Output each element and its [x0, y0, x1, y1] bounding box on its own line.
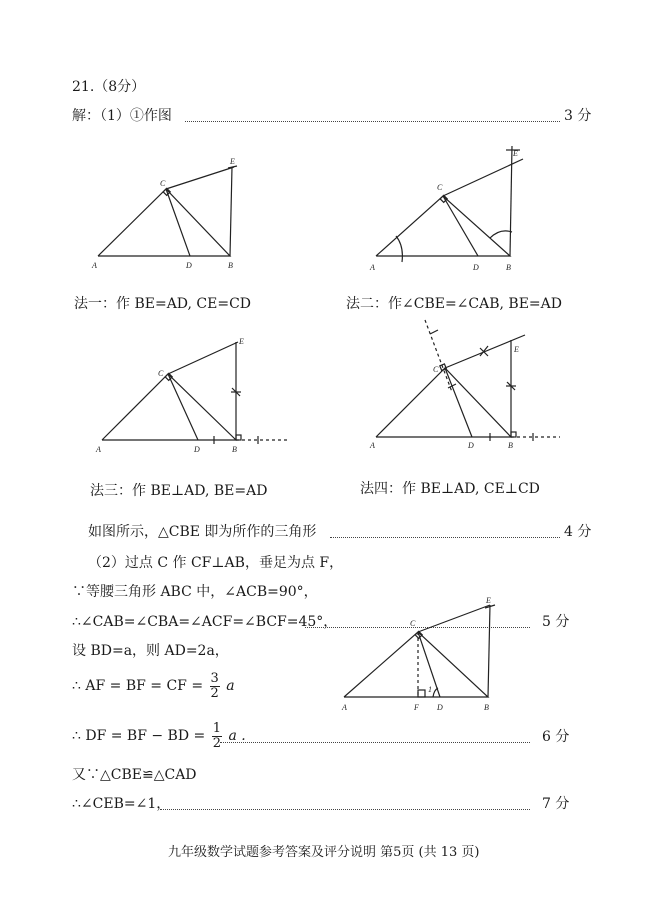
part1-intro: 解：（1）①作图	[72, 108, 172, 124]
score-7: 7 分	[542, 796, 570, 812]
arc-tick	[430, 330, 438, 334]
label-c: C	[160, 179, 166, 188]
segment-be	[488, 605, 490, 697]
label-a: A	[370, 263, 375, 272]
label-b: B	[506, 263, 511, 272]
line5-suffix: a	[226, 678, 235, 694]
frac-numerator: 1	[212, 720, 221, 736]
triangle-abc	[102, 374, 236, 440]
label-e: E	[230, 157, 235, 166]
label-angle-1: 1	[428, 685, 432, 694]
part2-line7: 又∵△CBE≌△CAD	[72, 767, 197, 783]
triangle-abc	[376, 196, 510, 256]
frac-numerator: 3	[210, 670, 219, 686]
label-d: D	[473, 263, 479, 272]
line6-prefix: ∴ DF = BF − BD =	[72, 728, 206, 744]
label-c: C	[437, 183, 443, 192]
method-3-caption: 法三：作 BE⊥AD, BE=AD	[90, 483, 268, 499]
figure-part-2	[341, 596, 495, 712]
perpendicular-dashed	[425, 320, 452, 392]
segment-cd	[443, 196, 478, 256]
right-angle-mark	[511, 432, 516, 437]
label-d: D	[437, 703, 443, 712]
method-2-caption: 法二：作∠CBE=∠CAB, BE=AD	[346, 296, 562, 312]
frac-denominator: 2	[212, 735, 221, 751]
label-e: E	[239, 337, 244, 346]
part2-line3: ∴∠CAB=∠CBA=∠ACF=∠BCF=45°，	[72, 614, 338, 630]
label-a: A	[92, 261, 97, 270]
label-d: D	[468, 441, 474, 450]
figure-method-3	[95, 337, 288, 454]
label-b: B	[484, 703, 489, 712]
score-6: 6 分	[542, 729, 570, 745]
part2-line4: 设 BD=a，则 AD=2a，	[72, 643, 229, 659]
angle-arc	[396, 236, 402, 262]
label-c: C	[410, 619, 416, 628]
segment-ce	[166, 167, 234, 189]
segment-ce	[168, 342, 238, 374]
right-angle-mark	[236, 435, 241, 440]
segment-cd	[168, 374, 198, 440]
angle-arc	[490, 231, 512, 238]
label-e: E	[486, 596, 491, 605]
label-a: A	[370, 441, 375, 450]
page-footer: 九年级数学试题参考答案及评分说明 第5页 (共 13 页)	[168, 845, 480, 860]
label-e: E	[513, 149, 518, 158]
label-c: C	[433, 365, 439, 374]
score-4: 4 分	[564, 524, 592, 540]
segment-cd	[166, 189, 190, 256]
figure-method-2	[369, 146, 523, 272]
frac-denominator: 2	[210, 685, 219, 701]
method-4-caption: 法四：作 BE⊥AD, CE⊥CD	[360, 481, 540, 497]
figure-method-1	[91, 157, 237, 270]
label-b: B	[508, 441, 513, 450]
line6-suffix: a .	[228, 728, 246, 744]
segment-be	[510, 146, 512, 256]
label-b: B	[228, 261, 233, 270]
part2-line1: （2）过点 C 作 CF⊥AB，垂足为点 F，	[88, 555, 344, 571]
right-angle-mark	[418, 690, 425, 697]
label-a: A	[96, 445, 101, 454]
part2-line2: ∵等腰三角形 ABC 中，∠ACB=90°，	[72, 584, 318, 600]
segment-ce	[418, 605, 490, 632]
segment-be	[230, 167, 232, 256]
method-1-caption: 法一：作 BE=AD, CE=CD	[74, 296, 252, 312]
label-d: D	[186, 261, 192, 270]
segment-cd	[445, 368, 472, 437]
triangle-abc	[376, 368, 511, 437]
part2-line8: ∴∠CEB=∠1，	[72, 796, 171, 812]
question-number: 21.（8分）	[72, 79, 146, 95]
conclusion-line: 如图所示，△CBE 即为所作的三角形	[88, 524, 317, 540]
score-5: 5 分	[542, 614, 570, 630]
segment-ce	[445, 335, 525, 368]
label-d: D	[194, 445, 200, 454]
triangle-abc	[98, 189, 230, 256]
label-b: B	[232, 445, 237, 454]
triangle-abc	[344, 632, 488, 697]
label-e: E	[514, 345, 519, 354]
label-c: C	[158, 369, 164, 378]
line5-prefix: ∴ AF = BF = CF =	[72, 678, 204, 694]
figure-method-4	[369, 320, 560, 450]
label-a: A	[342, 703, 347, 712]
score-3: 3 分	[564, 108, 592, 124]
label-f: F	[414, 703, 419, 712]
